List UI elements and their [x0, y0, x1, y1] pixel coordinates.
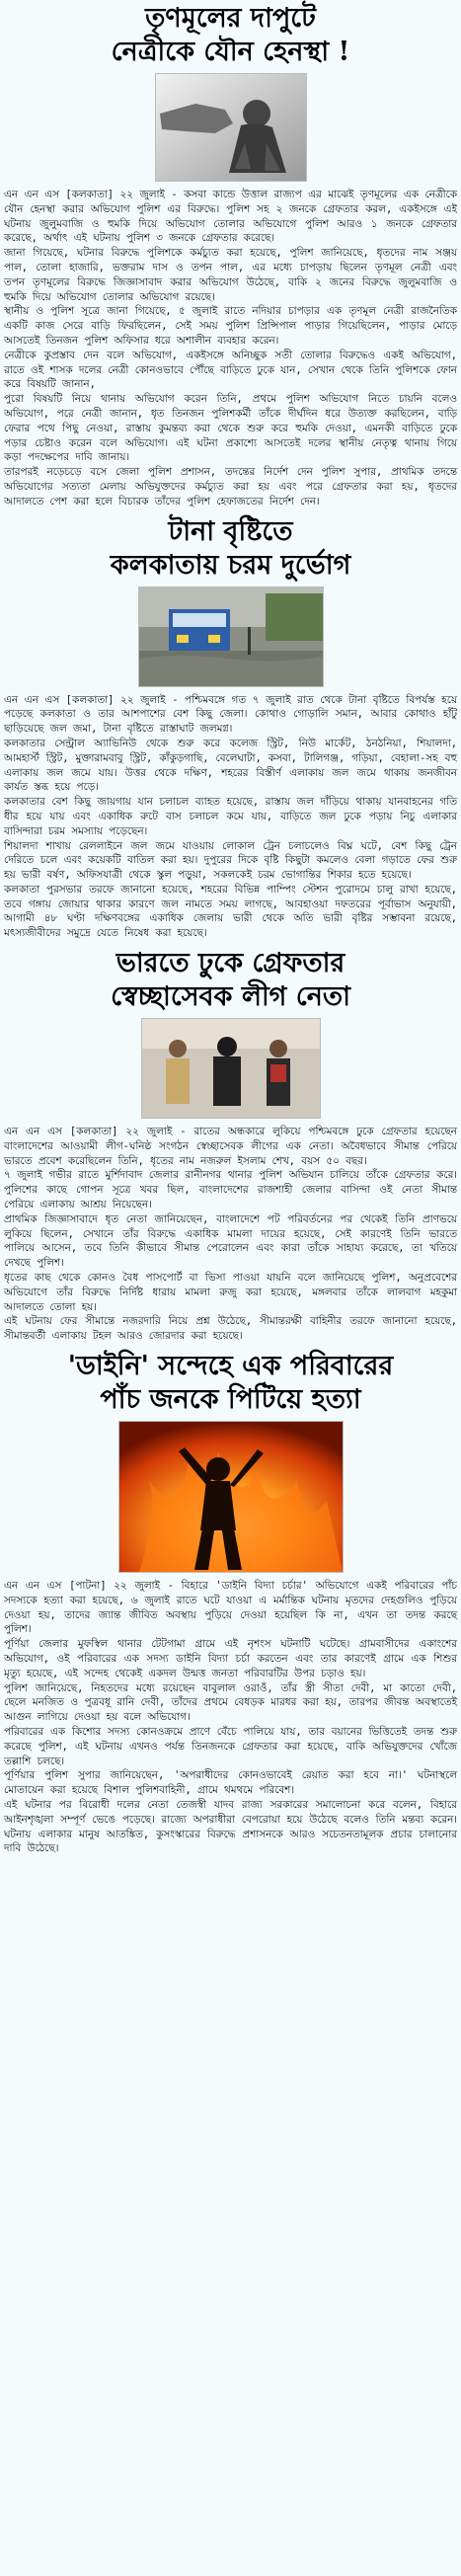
paragraph: কলকাতার বেশ কিছু জায়গায় যান চলাচল ব্যাহত হয়েছে, রাস্তায় জল দাঁড়িয়ে থাকায় যানবাহনের গতি ধীর হয়ে যায় এবং একাধিক রুটে বাস চলাচল কমে যায়, বাড়িতে জল ঢুকে পড়ায় নিচু এলাকার বাসিন্দারা চরম সমস্যায় পড়েছেন। — [4, 796, 457, 837]
paragraph: প্রাথমিক জিজ্ঞাসাবাদে ধৃত নেতা জানিয়েছেন, বাংলাদেশে পট পরিবর্তনের পর থেকেই তিনি প্রাণভয়ে লুকিয়ে ছিলেন, সেখানে তাঁর বিরুদ্ধে একাধিক মামলা দায়ের হয়েছে, সেই কারণেই তিনি ভারতে পালিয়ে আসেন, তবে তিনি কীভাবে সীমান্ত পেরোলেন এবং কারা তাঁকে সাহায্য করেছে, তা খতিয়ে দেখছে পুলিশ। — [4, 1212, 457, 1270]
paragraph: নেত্রীকে কুপ্রস্তাব দেন বলে অভিযোগ, একইসঙ্গে অনিচ্ছুক সতী তোলার বিরুদ্ধেও একই অভিযোগ, রাতে ওই শাসক দলের নেত্রী কোনওভাবে পৌঁছে বাড়িতে ঢুকে যান, সেখান থেকে তিনি পুলিশকে ফোন করে বিষয়টি জানান, — [4, 349, 457, 391]
paragraph: পূর্ণিয়া জেলার মুফস্বিল থানার টেটগামা গ্রামে এই নৃশংস ঘটনাটি ঘটেছে। গ্রামবাসীদের একাংশের অভিযোগ, ওই পরিবারের এক সদস্য ডাইনি বিদ্যা চর্চা করতেন এবং তার কারণেই গ্রামে এক শিশুর মৃত্যু হয়েছে, এই সন্দেহ থেকেই একদল উন্মত্ত জনতা পরিবারটির উপর চড়াও হয়। — [4, 1638, 457, 1679]
paragraph: পুলিশ জানিয়েছে, নিহতদের মধ্যে রয়েছেন বাবুলাল ওরাওঁ, তাঁর স্ত্রী সীতা দেবী, মা কাতো দেবী, ছেলে মনজিত ও পুত্রবধূ রানি দেবী, তাঁদের প্রথমে বেধড়ক মারধর করা হয়, তারপর জীবন্ত অবস্থাতেই আগুন লাগিয়ে দেওয়া হয় বলে অভিযোগ। — [4, 1681, 457, 1724]
headline-line-1: ভারতে ঢুকে গ্রেফতার — [115, 948, 346, 979]
paragraph: তারপরই নড়েচড়ে বসে জেলা পুলিশ প্রশাসন, তদন্তের নির্দেশ দেন পুলিশ সুপার, প্রাথমিক তদন্তে অভিযোগের সত্যতা মেলায় অভিযুক্তদের কর্মচ্যুত করা হয় এবং পরে গ্রেফতার করা হয়, ধৃতদের আদালতে পেশ করা হলে বিচারক তাঁদের পুলিশ হেফাজতের নির্দেশ দেন। — [4, 466, 457, 507]
paragraph: পুরো বিষয়টি নিয়ে থানায় অভিযোগ করেন তিনি, প্রথমে পুলিশ অভিযোগ নিতে চায়নি বলেও অভিযোগ, পরে নেত্রী জানান, ধৃত তিনজন পুলিশকর্মী তাঁকে দীর্ঘদিন ধরে উত্যক্ত করছিলেন, বাড়ি ফেরার পথে পিছু নেওয়া, রাস্তায় কুমন্তব্য করা থেকে শুরু করে হুমকি দেওয়া, এমনকী বাড়িতে ঢুকে পড়ার চেষ্টাও করেন বলে অভিযোগ। এই ঘটনা প্রকাশ্যে আসতেই দলের স্থানীয় নেতৃত্ব থানায় গিয়ে কড়া পদক্ষেপের দাবি জানায়। — [4, 393, 457, 464]
paragraph: এন এন এস [কলকাতা] ২২ জুলাই - কসবা কান্ডে উত্তাল রাজ্যপ এর মাঝেই তৃণমূলের এক নেত্রীকে যৌন হেনস্থা করার অভিযোগ পুলিশ এর বিরুদ্ধে। পুলিশ সহ ২ জনকে গ্রেফতার করল, একইসঙ্গে এই ঘটনায় জুলুমবাজি ও হুমকি দিয়ে অভিযোগ তোলার অভিযোগে পুলিশ আরও ১ জনকে গ্রেফতার করেছে, অর্থাৎ এই ঘটনায় পুলিশ ৩ জনকে গ্রেফতার করেছে। — [4, 189, 457, 245]
paragraph: এন এন এস [কলকাতা] ২২ জুলাই - রাতের অন্ধকারে লুকিয়ে পশ্চিমবঙ্গে ঢুকে গ্রেফতার হয়েছেন বাংলাদেশের আওয়ামী লীগ-ঘনিষ্ঠ সংগঠন স্বেচ্ছাসেবক লীগের এক নেতা। অবৈধভাবে সীমান্ত পেরিয়ে ভারতে প্রবেশ করেছিলেন তিনি, ধৃতের নাম নজরুল ইসলাম শেখ, বয়স ৫০ বছর। — [4, 1126, 457, 1167]
paragraph: কলকাতা পুরসভার তরফে জানানো হয়েছে, শহরের বিভিন্ন পাম্পিং স্টেশন পুরোদমে চালু রাখা হয়েছে, তবে গঙ্গায় জোয়ার থাকার কারণে জল নামতে সময় লাগছে, আবহাওয়া দফতরের পূর্বাভাস অনুযায়ী, আগামী ৪৮ ঘণ্টা দক্ষিণবঙ্গের একাধিক জেলায় ভারী থেকে অতি ভারী বৃষ্টির সম্ভাবনা রয়েছে, মৎস্যজীবীদের সমুদ্রে যেতে নিষেধ করা হয়েছে। — [4, 883, 457, 940]
paragraph: ধৃতের কাছ থেকে কোনও বৈধ পাসপোর্ট বা ভিসা পাওয়া যায়নি বলে জানিয়েছে পুলিশ, অনুপ্রবেশের অভিযোগে তাঁর বিরুদ্ধে নির্দিষ্ট ধারায় মামলা রুজু করা হয়েছে, মঙ্গলবার তাঁকে লালবাগ মহকুমা আদালতে তোলা হয়। — [4, 1272, 457, 1313]
paragraph: পূর্ণিয়ার পুলিশ সুপার জানিয়েছেন, 'অপরাধীদের কোনওভাবেই রেয়াত করা হবে না।' ঘটনাস্থলে মোতায়েন করা হয়েছে বিশাল পুলিশবাহিনী, গ্রামে থমথমে পরিবেশ। — [4, 1769, 457, 1797]
headline-line-1: 'ডাইনি' সন্দেহে এক পরিবারের — [67, 1351, 394, 1382]
fire-silhouette-photo — [118, 1421, 344, 1573]
paragraph: পরিবারের এক কিশোর সদস্য কোনওক্রমে প্রাণে বেঁচে পালিয়ে যায়, তার বয়ানের ভিত্তিতেই তদন্ত শুরু করেছে পুলিশ, এই ঘটনায় এখনও পর্যন্ত তিনজনকে গ্রেফতার করা হয়েছে, বাকি অভিযুক্তদের খোঁজে তল্লাশি চলছে। — [4, 1726, 457, 1767]
headline-line-2: স্বেচ্ছাসেবক লীগ নেতা — [111, 981, 350, 1013]
headline-line-2: পাঁচ জনকে পিটিয়ে হত্যা — [100, 1384, 361, 1416]
article-1 — [4, 2, 457, 509]
article-4 — [4, 1350, 457, 1856]
article-headline — [4, 2, 457, 69]
waterlogged-street-bus-photo — [138, 586, 324, 687]
distressed-woman-photo — [155, 73, 307, 182]
article-2 — [4, 515, 457, 942]
headline-line-1: তৃণমূলের দাপুটে — [145, 3, 316, 34]
paragraph: কলকাতার সেন্ট্রাল অ্যাভিনিউ থেকে শুরু করে কলেজ স্ট্রিট, নিউ মার্কেট, ঠনঠনিয়া, শিয়ালদা, আমহার্স্ট স্ট্রিট, মুক্তারামবাবু স্ট্রিট, কাঁকুড়গাছি, বেলেঘাটা, কসবা, টালিগঞ্জ, গড়িয়া, বেহালা-সহ বহু এলাকায় জল জমে যায়। উত্তর থেকে দক্ষিণ, শহরের বিস্তীর্ণ এলাকায় জল জমে থাকায় জনজীবন কার্যত স্তব্ধ হয়ে পড়ে। — [4, 737, 457, 794]
headline-line-1: টানা বৃষ্টিতে — [168, 515, 293, 547]
article-body — [4, 693, 457, 942]
article-body — [4, 1125, 457, 1344]
article-headline — [4, 1350, 457, 1417]
article-body — [4, 188, 457, 509]
news-page — [0, 2, 461, 1856]
paragraph: স্থানীয় ও পুলিশ সূত্রে জানা গিয়েছে, ৫ জুলাই রাতে নদিয়ার চাপড়ার এক তৃণমূল নেত্রী রাজনৈতিক একটি কাজ সেরে বাড়ি ফিরছিলেন, সেই সময় পুলিশ প্রিন্সিপাল পাড়ার গিয়েছিলেন, পাড়ার মোড়ে আসতেই তিনজন পুলিশ অফিসার ধরে অশালীন ব্যবহার করেন। — [4, 305, 457, 347]
paragraph: এই ঘটনার পর বিরোধী দলের নেতা তেজস্বী যাদব রাজ্য সরকারের সমালোচনা করে বলেন, বিহারে আইনশৃঙ্খলা সম্পূর্ণ ভেঙে পড়েছে। রাজ্যে অপরাধীরা বেপরোয়া হয়ে উঠেছে বলেও তিনি মন্তব্য করেন। ঘটনায় এলাকার মানুষ আতঙ্কিত, কুসংস্কারের বিরুদ্ধে প্রশাসনকে আরও সচেতনতামূলক প্রচার চালানোর দাবি উঠেছে। — [4, 1798, 457, 1855]
headline-line-2: নেত্রীকে যৌন হেনস্থা ! — [111, 37, 350, 67]
paragraph: এই ঘটনায় ফের সীমান্তে নজরদারি নিয়ে প্রশ্ন উঠেছে, সীমান্তরক্ষী বাহিনীর তরফে জানানো হয়েছে, সীমান্তবর্তী এলাকায় টহল আরও জোরদার করা হয়েছে। — [4, 1315, 457, 1343]
headline-line-2: কলকাতায় চরম দুর্ভোগ — [110, 549, 351, 581]
paragraph: এন এন এস [পাটনা] ২২ জুলাই - বিহারে 'ডাইনি বিদ্যা চর্চার' অভিযোগে একই পরিবারের পাঁচ সদস্যকে হত্যা করা হয়েছে, ৬ জুলাই রাতে ঘটে যাওয়া এ মর্মান্তিক ঘটনায় মৃতদের দেহগুলিও পুড়িয়ে দেওয়া হয়, তাদের জ্যান্ত জীবিত অবস্থায় পুড়িয়ে দেওয়া হয়েছিল কি না, এখন তা তদন্ত করছে পুলিশ। — [4, 1580, 457, 1636]
article-3 — [4, 947, 457, 1344]
police-arrest-photo — [141, 1018, 321, 1119]
paragraph: জানা গিয়েছে, ঘটনার বিরুদ্ধে পুলিশকে কর্মচ্যুত করা হয়েছে, পুলিশ জানিয়েছে, ধৃতদের নাম সঞ্জয় পাল, তোলা হাজারি, ভক্তরাম দাস ও তপন পাল, এর মধ্যে চাপড়ায় ছিলেন তৃণমূল নেত্রী এবং তপন তৃণমূলের বিরুদ্ধে জিজ্ঞাসাবাদ করার অভিযোগ উঠেছে, বাকি ২ জনের বিরুদ্ধে জুলুমবাজি ও হুমকি দিয়ে অভিযোগ তোলার অভিযোগ রয়েছে। — [4, 247, 457, 303]
paragraph: ৭ জুলাই গভীর রাতে মুর্শিদাবাদ জেলার রানীনগর থানার পুলিশ অভিযান চালিয়ে তাঁকে গ্রেফতার করে। পুলিশের কাছে গোপন সূত্রে খবর ছিল, বাংলাদেশের রাজশাহী জেলার বাসিন্দা ওই নেতা সীমান্ত পেরিয়ে এলাকায় আশ্রয় নিয়েছেন। — [4, 1169, 457, 1211]
paragraph: শিয়ালদা শাখায় রেললাইনে জল জমে যাওয়ায় লোকাল ট্রেন চলাচলেও বিঘ্ন ঘটে, বেশ কিছু ট্রেন দেরিতে চলে এবং কয়েকটি বাতিল করা হয়। দুপুরের দিকে বৃষ্টি কিছুটা কমলেও বেলা গড়াতে ফের শুরু হয় ভারী বর্ষণ, অফিসযাত্রী থেকে স্কুল পড়ুয়া, সকলকেই চরম ভোগান্তির শিকার হতে হয়েছে। — [4, 839, 457, 882]
article-headline — [4, 947, 457, 1014]
article-headline — [4, 515, 457, 583]
paragraph: এন এন এস [কলকাতা] ২২ জুলাই - পশ্চিমবঙ্গে গত ৭ জুলাই রাত থেকে টানা বৃষ্টিতে বিপর্যস্ত হয়ে পড়েছে কলকাতা ও তার আশপাশের বেশ কিছু জেলা। কোথাও গোড়ালি সমান, আবার কোথাও হাঁটু ছাড়িয়েছে জল জমা, টানা বৃষ্টিতে রাস্তাঘাট জলমগ্ন। — [4, 693, 457, 736]
article-body — [4, 1579, 457, 1856]
